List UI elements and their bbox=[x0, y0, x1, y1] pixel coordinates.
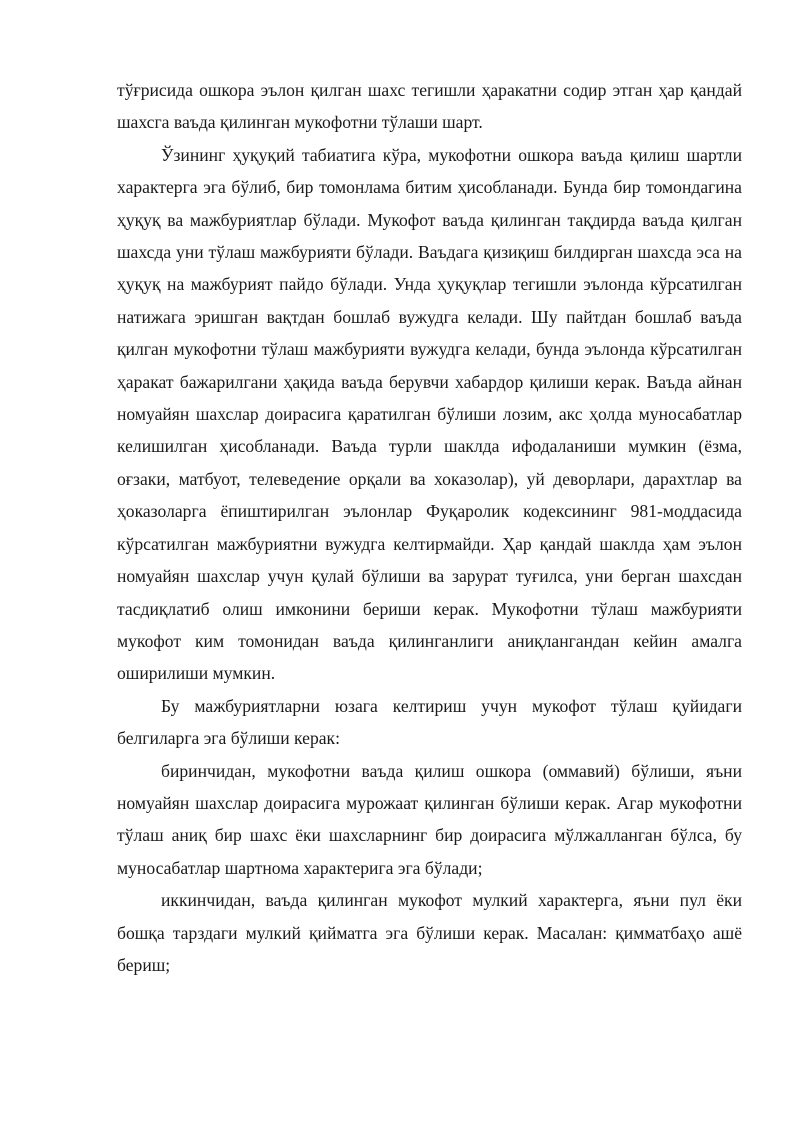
paragraph-features-intro: Бу мажбуриятларни юзага келтириш учун мукофот тўлаш қуйидаги белгиларга эга бўлиши керак: bbox=[117, 695, 742, 749]
paragraph-first-feature: биринчидан, мукофотни ваъда қилиш ошкора (оммавий) бўлиши, яъни номуайян шахслар доирасига мурожаат қилинган бўлиши керак. Агар мукофотни тўлаш аниқ бир шахс ёки шахсларнинг бир доирасига мўлжалланган бўлса, бу муносабатлар шартнома характерига эга бўлади; bbox=[117, 760, 742, 878]
paragraph-continuation: тўғрисида ошкора эълон қилган шахс тегишли ҳаракатни содир этган ҳар қандай шахсга ваъда қилинган мукофотни тўлаши шарт. bbox=[117, 80, 742, 133]
document-body bbox=[117, 74, 742, 981]
paragraph-legal-nature: Ўзининг ҳуқуқий табиатига кўра, мукофотни ошкора ваъда қилиш шартли характерга эга бўлиб, бир томонлама битим ҳисобланади. Бунда бир томондагина ҳуқуқ ва мажбуриятлар бўлади. Мукофот ваъда қилинган тақдирда ваъда қилган шахсда уни тўлаш мажбурияти бўлади. Ваъдага қизиқиш билдирган шахсда эса на ҳуқуқ на мажбурият пайдо бўлади. Унда ҳуқуқлар тегишли эълонда кўрсатилган натижага эришган вақтдан бошлаб вужудга келади. Шу пайтдан бошлаб ваъда қилган мукофотни тўлаш мажбурияти вужудга келади, бунда эълонда кўрсатилган ҳаракат бажарилгани ҳақида ваъда берувчи хабардор қилиши керак. Ваъда айнан номуайян шахслар доирасига қаратилган бўлиши лозим, акс ҳолда муносабатлар келишилган ҳисобланади. Ваъда турли шаклда ифодаланиши мумкин (ёзма, оғзаки, матбуот, телеведение орқали ва хоказолар), уй деворлари, дарахтлар ва ҳоказоларга ёпиштирилган эълонлар Фуқаролик кодексининг 981-моддасида кўрсатилган мажбуриятни вужудга келтирмайди. Ҳар қандай шаклда ҳам эълон номуайян шахслар учун қулай бўлиши ва зарурат туғилса, уни берган шахсдан тасдиқлатиб олиш имконини бериши керак. Мукофотни тўлаш мажбурияти мукофот ким томонидан ваъда қилинганлиги аниқлангандан кейин амалга оширилиши мумкин. bbox=[117, 144, 742, 684]
paragraph-second-feature: иккинчидан, ваъда қилинган мукофот мулкий характерга, яъни пул ёки бошқа тарздаги мулкий қийматга эга бўлиши керак. Масалан: қимматбаҳо ашё бериш; bbox=[117, 890, 742, 975]
